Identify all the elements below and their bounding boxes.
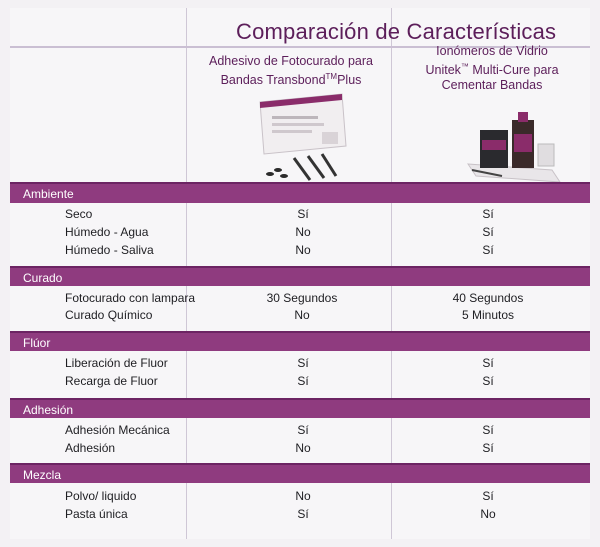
row-value-product2: Sí <box>482 207 494 221</box>
row-label: Húmedo - Saliva <box>65 243 154 257</box>
row-label: Liberación de Fluor <box>65 356 168 370</box>
section-header-adhesion: Adhesión <box>10 398 590 418</box>
row-value-product2: No <box>480 507 496 521</box>
row-value-product1: Sí <box>297 356 309 370</box>
section-header-fluor: Flúor <box>10 331 590 351</box>
table-row <box>10 205 590 223</box>
row-value-product2: Sí <box>482 441 494 455</box>
product2-line3: Cementar Bandas <box>441 78 543 93</box>
column-header-product2 <box>402 44 582 93</box>
table-row <box>10 241 590 259</box>
title-row <box>10 8 590 48</box>
row-value-product2: Sí <box>482 356 494 370</box>
row-value-product1: Sí <box>297 507 309 521</box>
row-label: Polvo/ liquido <box>65 489 137 503</box>
row-label: Húmedo - Agua <box>65 225 149 239</box>
table-row <box>10 505 590 523</box>
row-value-product1: No <box>295 489 311 503</box>
table-row <box>10 223 590 241</box>
row-value-product2: 40 Segundos <box>452 291 524 305</box>
section-header-mezcla: Mezcla <box>10 463 590 483</box>
row-value-product1: Sí <box>297 423 309 437</box>
row-value-product2: Sí <box>482 423 494 437</box>
row-label: Pasta única <box>65 507 128 521</box>
row-label: Seco <box>65 207 93 221</box>
table-row <box>10 306 590 324</box>
row-value-product1: No <box>295 225 311 239</box>
row-value-product1: Sí <box>297 374 309 388</box>
section-header-ambiente: Ambiente <box>10 182 590 203</box>
table-row <box>10 439 590 457</box>
row-value-product2: Sí <box>482 225 494 239</box>
row-value-product1: No <box>295 441 311 455</box>
table-row <box>10 372 590 390</box>
comparison-table <box>10 8 590 539</box>
row-value-product2: Sí <box>482 489 494 503</box>
column-header-product1 <box>196 54 386 88</box>
table-row <box>10 289 590 307</box>
table-row <box>10 354 590 372</box>
row-label: Fotocurado con lampara <box>65 291 196 305</box>
product2-line1: Ionómeros de Vidrio <box>436 44 548 58</box>
row-value-product1: Sí <box>297 207 309 221</box>
product2-line2: Unitek™ Multi-Cure para <box>425 62 559 78</box>
row-value-product1: No <box>294 308 310 322</box>
row-label: Adhesión <box>65 441 116 455</box>
row-label: Curado Químico <box>65 308 153 322</box>
product1-line1: Adhesivo de Fotocurado para <box>209 54 373 68</box>
product1-image <box>250 90 355 182</box>
row-value-product1: 30 Segundos <box>266 291 338 305</box>
row-value-product1: No <box>295 243 311 257</box>
table-row <box>10 421 590 439</box>
row-label: Recarga de Fluor <box>65 374 158 388</box>
row-value-product2: Sí <box>482 243 494 257</box>
table-row <box>10 487 590 505</box>
section-header-curado: Curado <box>10 266 590 286</box>
page-title: Comparación de Características <box>236 19 557 44</box>
row-value-product2: Sí <box>482 374 494 388</box>
product1-line2: Bandas Transbond™Plus <box>220 72 362 88</box>
product2-image <box>462 100 562 184</box>
row-label: Adhesión Mecánica <box>65 423 170 437</box>
row-value-product2: 5 Minutos <box>461 308 515 322</box>
